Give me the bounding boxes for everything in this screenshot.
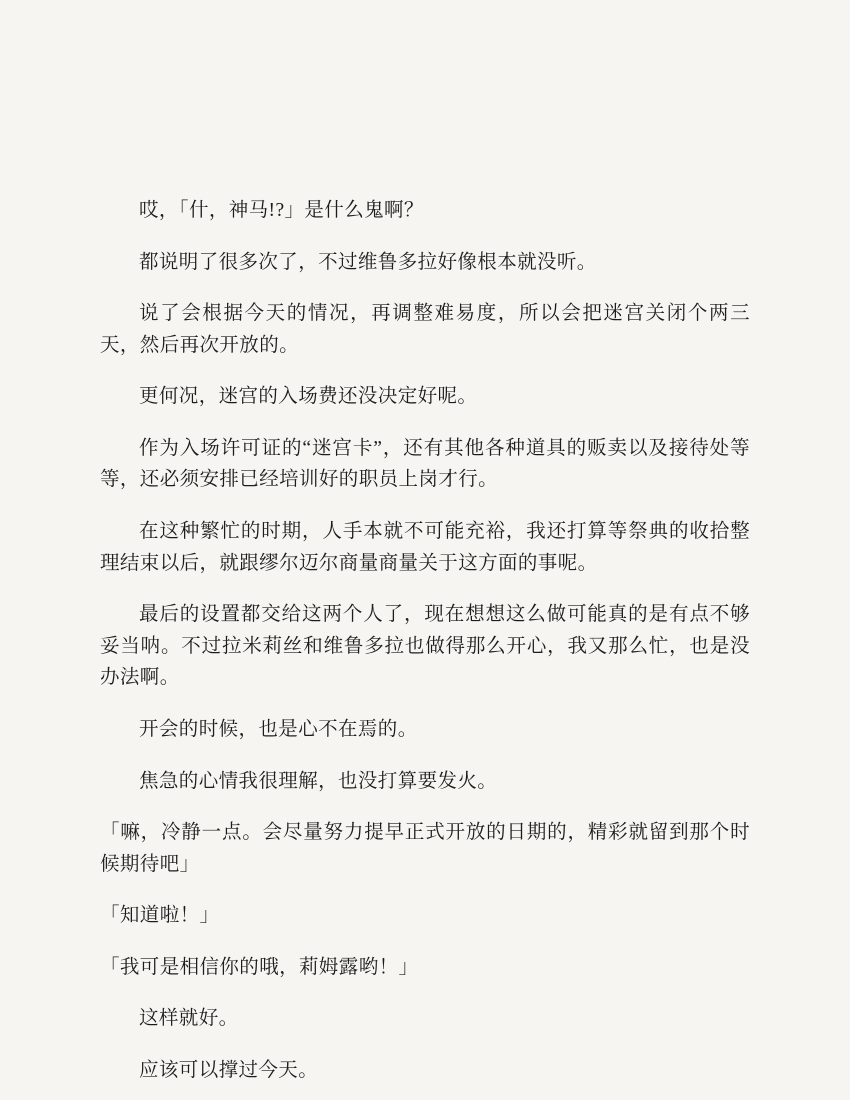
paragraph: 开会的时候，也是心不在焉的。	[139, 718, 418, 740]
paragraph: 这样就好。	[139, 1008, 239, 1030]
paragraph: 更何况，迷宫的入场费还没决定好呢。	[139, 386, 478, 408]
paragraph: 焦急的心情我很理解，也没打算要发火。	[139, 770, 498, 792]
paragraph: 作为入场许可证的“迷宫卡”，还有其他各种道具的贩卖以及接待处等等，还必须安排已经培训好的职员上岗才行。	[100, 437, 750, 491]
document-body	[100, 195, 750, 1087]
dialogue-paragraph: 「我可是相信你的哦，莉姆露哟！」	[100, 956, 419, 978]
paragraph: 在这种繁忙的时期，人手本就不可能充裕，我还打算等祭典的收拾整理结束以后，就跟缪尔迈尔商量商量关于这方面的事呢。	[100, 521, 750, 574]
dialogue-paragraph: 「嘛，冷静一点。会尽量努力提早正式开放的日期的，精彩就留到那个时候期待吧」	[100, 822, 750, 875]
paragraph: 说了会根据今天的情况，再调整难易度，所以会把迷宫关闭个两三天，然后再次开放的。	[100, 303, 750, 356]
dialogue-paragraph: 「知道啦！」	[100, 905, 220, 927]
paragraph: 都说明了很多次了，不过维鲁多拉好像根本就没听。	[139, 251, 597, 273]
paragraph: 最后的设置都交给这两个人了，现在想想这么做可能真的是有点不够妥当呐。不过拉米莉丝和维鲁多拉也做得那么开心，我又那么忙，也是没办法啊。	[100, 604, 750, 689]
paragraph: 应该可以撑过今天。	[139, 1059, 319, 1081]
paragraph: 哎，「什，神马!?」是什么鬼啊？	[139, 200, 424, 221]
